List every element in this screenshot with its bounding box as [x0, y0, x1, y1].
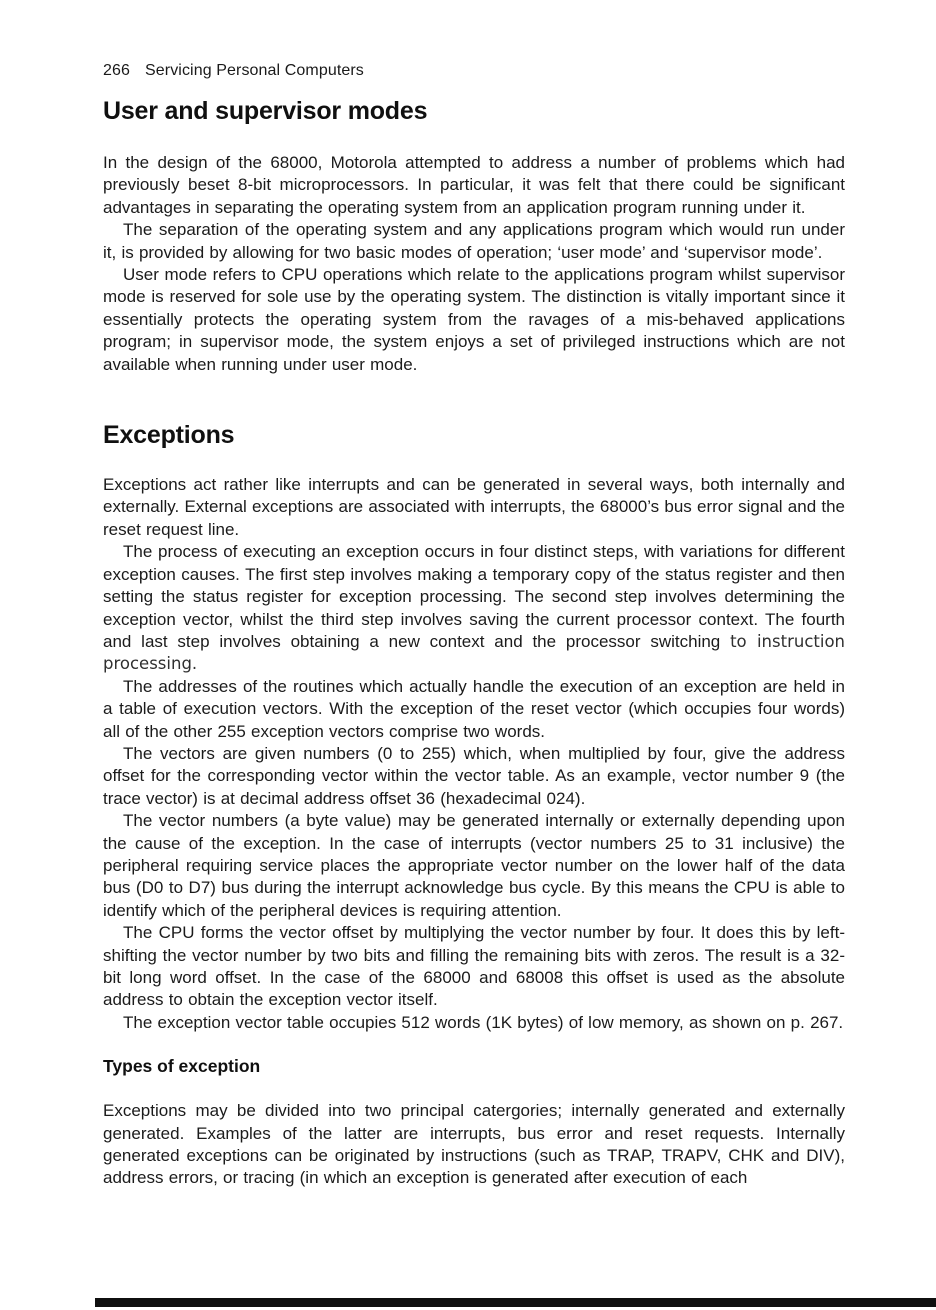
paragraph: The addresses of the routines which actually handle the execution of an exception are held in a table of execution vectors. With the exception of the reset vector (which occupies four words) all of the other 255 exception vectors comprise two words.: [103, 676, 845, 741]
heading-types-of-exception: Types of exception: [103, 1056, 261, 1077]
paragraph: The exception vector table occupies 512 words (1K bytes) of low memory, as shown on p. 267.: [123, 1012, 844, 1032]
running-header: [103, 62, 845, 80]
paragraph: The vector numbers (a byte value) may be generated internally or externally depending upon the cause of the exception. In the case of interrupts (vector numbers 25 to 31 inclusive) the peripheral requiring service places the appropriate vector number on the lower half of the data bus (D0 to D7) bus during the interrupt acknowledge bus cycle. By this means the CPU is able to identify which of the peripheral devices is requiring attention.: [103, 811, 845, 920]
paragraph-text: The process of executing an exception occurs in four distinct steps, with variations for different exception causes. The first step involves making a temporary copy of the status register and then setting the status register for exception processing. The second step involves determining the exception vector, whilst the third step involves saving the current processor context. The fourth and last step involves obtaining a new context and the processor switching: [103, 542, 845, 651]
scan-edge-artifact-bar: [95, 1298, 936, 1307]
paragraph: In the design of the 68000, Motorola attempted to address a number of problems which had previously beset 8-bit microprocessors. In particular, it was felt that there could be significant advantages in separating the operating system from an application program running under it.: [103, 153, 845, 217]
paragraph: [103, 541, 845, 675]
paragraph: The CPU forms the vector offset by multiplying the vector number by four. It does this by left-shifting the vector number by two bits and filling the remaining bits with zeros. The result is a 32-bit long word offset. In the case of the 68000 and 68008 this offset is used as the absolute address to obtain the exception vector itself.: [103, 923, 845, 1010]
page-content: [103, 0, 845, 1190]
paragraph: Exceptions may be divided into two principal catergories; internally generated and externally generated. Examples of the latter are interrupts, bus error and reset requests. Internally generated exceptions can be originated by instructions (such as TRAP, TRAPV, CHK and DIV), address errors, or tracing (in which an exception is generated after execution of each: [103, 1101, 845, 1188]
paragraph: Exceptions act rather like interrupts and can be generated in several ways, both internally and externally. External exceptions are associated with interrupts, the 68000’s bus error signal and the reset request line.: [103, 475, 846, 539]
heading-exceptions: Exceptions: [103, 421, 235, 450]
paragraph: The vectors are given numbers (0 to 255) which, when multiplied by four, give the address offset for the corresponding vector within the vector table. As an example, vector number 9 (the trace vector) is at decimal address offset 36 (hexadecimal 024).: [103, 743, 845, 808]
page-number: 266: [103, 62, 130, 79]
heading-user-supervisor-modes: User and supervisor modes: [103, 97, 428, 125]
retouched-scan-line: to instruction processing.: [103, 631, 845, 674]
running-head-title: Servicing Personal Computers: [145, 62, 364, 79]
paragraph: The separation of the operating system and any applications program which would run under it, is provided by allowing for two basic modes of operation; ‘user mode’ and ‘supervisor mode’.: [103, 220, 845, 262]
paragraph: User mode refers to CPU operations which relate to the applications program whilst supervisor mode is reserved for sole use by the operating system. The distinction is vitally important since it essentially protects the operating system from the ravages of a mis-behaved applications program; in supervisor mode, the system enjoys a set of privileged instructions which are not available when running under user mode.: [103, 265, 845, 374]
